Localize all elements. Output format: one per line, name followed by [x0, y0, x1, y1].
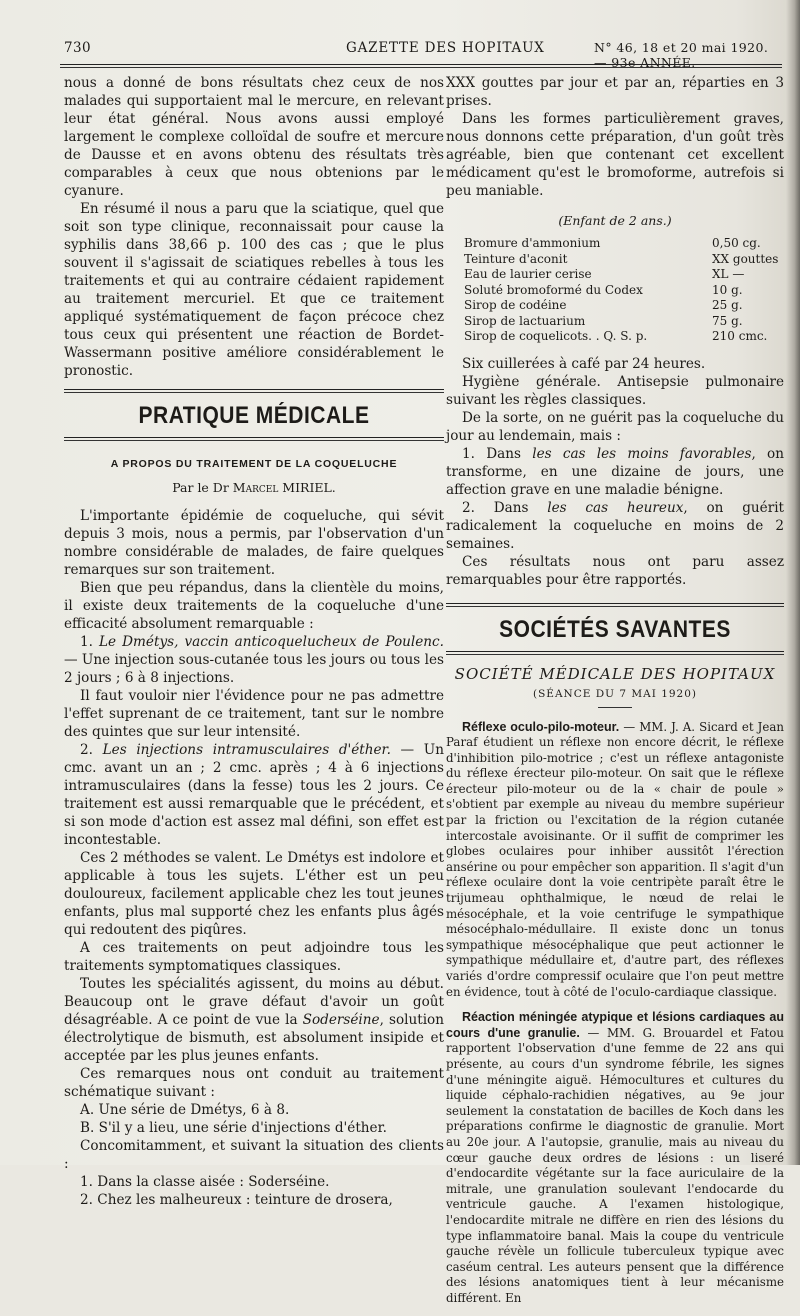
paragraph: L'importante épidémie de coqueluche, qui sévit depuis 3 mois, nous a permis, par l'observation d'un nombre considérable de malades, de faire quelques remarques sur son traitement.	[64, 508, 444, 578]
byline: Par le Dr Marcel MIRIEL.	[172, 480, 336, 495]
right-column	[446, 74, 784, 1316]
section-rule-thin	[446, 654, 784, 655]
journal-title: GAZETTE DES HOPITAUX	[346, 40, 545, 56]
paragraph: Toutes les spécialités agissent, du moins au début. Beaucoup ont le grave défaut d'avoir un goût désagréable. A ce point de vue la Soderséine, solution électrolytique de bismuth, est absolument insipide et acceptée par les plus jeunes enfants.	[64, 976, 444, 1064]
paragraph: Ces 2 méthodes se valent. Le Dmétys est indolore et applicable à tous les sujets. L'éther est un peu douloureux, facilement applicable chez les tout jeunes enfants, plus mal supporté chez les enfants plus âgés qui redoutent des piqûres.	[64, 850, 444, 938]
prescription-row: Eau de laurier cerise XL —	[464, 267, 745, 281]
header-rule	[60, 64, 782, 65]
paragraph: Ces résultats nous ont paru assez remarquables pour être rapportés.	[446, 553, 784, 588]
left-column	[64, 74, 444, 1209]
section-rule	[446, 651, 784, 652]
paragraph: De la sorte, on ne guérit pas la coqueluche du jour au lendemain, mais :	[446, 409, 784, 444]
list-item: A. Une série de Dmétys, 6 à 8.	[80, 1102, 290, 1118]
prescription-row: Sirop de codéine 25 g.	[464, 298, 743, 312]
section-rule-thin	[446, 606, 784, 607]
article-title: A PROPOS DU TRAITEMENT DE LA COQUELUCHE	[110, 458, 398, 470]
prescription-row: Teinture d'aconit XX gouttes	[464, 251, 779, 266]
section-rule	[64, 389, 444, 390]
paragraph: En résumé il nous a paru que la sciatique, quel que soit son type clinique, reconnaissait pour cause la syphilis dans 38,66 p. 100 des cas ; que le plus souvent il s'agissait de sciatiques rebelles à tous les traitements et qui au contraire cédaient rapidement au traitement mercuriel. Et que ce traitement appliqué systématiquement de façon précoce chez tous ceux qui présentent une réaction de Bordet-Wassermann positive améliore considérablement le pronostic.	[64, 201, 444, 379]
paragraph: Six cuillerées à café par 24 heures.	[462, 355, 706, 372]
section-title-societes: SOCIÉTÉS SAVANTES	[499, 615, 731, 643]
list-item: B. S'il y a lieu, une série d'injections d'éther.	[80, 1120, 387, 1136]
header-rule-thin	[60, 67, 782, 68]
society-title: SOCIÉTÉ MÉDICALE DES HOPITAUX	[454, 664, 776, 683]
proceedings	[446, 720, 784, 1307]
prescription-heading: (Enfant de 2 ans.)	[558, 213, 672, 228]
page-number: 730	[64, 40, 91, 56]
list-item: 1. Dans les cas les moins favorables, on transforme, en une dizaine de jours, une affection grave en une maladie bénigne.	[446, 445, 784, 498]
paragraph: Bien que peu répandus, dans la clientèle du moins, il existe deux traitements de la coqueluche d'une efficacité absolument remarquable :	[64, 580, 444, 632]
communication: Réflexe oculo-pilo-moteur. — MM. J. A. Sicard et Jean Paraf étudient un réflexe non encore décrit, le réflexe d'inhibition pilo-motrice ; c'est un réflexe antagoniste du réflexe érecteur pilo-moteur. On sait que le réflexe érecteur pilo-moteur ou de la « chair de poule » s'obtient par exemple au niveau du membre supérieur par la friction ou l'excitation de la région cutanée intercostale avoisinante. Or il suffit de comprimer les globes oculaires pour inhiber aussitôt l'érection ansérine ou pour empêcher son apparition. Il s'agit d'un réflexe oculaire dont la voie centripète paraît être le trijumeau ophthalmique, le nœud de relai le mésocéphale, et la voie centrifuge le sympathique mésocéphalo-médullaire. Il existe donc un tonus sympathique mésocéphalique que peut actionner le sympathique médullaire et, d'autre part, des réflexes variés d'ordre compressif oculaire que l'on peut mettre en évidence, tout à côté de l'oculo-cardiaque classique.	[446, 719, 784, 999]
session-date: (SÉANCE DU 7 MAI 1920)	[532, 687, 698, 700]
paragraph: Concomitamment, et suivant la situation des clients :	[64, 1138, 444, 1172]
section-rule	[64, 437, 444, 438]
prescription-table	[464, 236, 784, 345]
page-header	[64, 36, 782, 70]
section-rule	[446, 603, 784, 604]
prescription-row: Soluté bromoformé du Codex 10 g.	[464, 282, 743, 297]
prescription-row: Sirop de lactuarium 75 g.	[464, 313, 743, 328]
issue-info: N° 46, 18 et 20 mai 1920. — 93e ANNÉE.	[594, 40, 769, 70]
short-rule	[598, 707, 632, 708]
section-rule-thin	[64, 392, 444, 393]
list-item: 2. Dans les cas heureux, on guérit radicalement la coqueluche en moins de 2 semaines.	[446, 499, 784, 552]
list-item: 1. Dans la classe aisée : Soderséine.	[80, 1174, 330, 1190]
prescription-row: Bromure d'ammonium 0,50 cg.	[464, 236, 761, 250]
paragraph: nous a donné de bons résultats chez ceux de nos malades qui supportaient mal le mercure, en relevant leur état général. Nous avons aussi employé largement le complexe colloïdal de soufre et mercure de Dausse et en avons obtenu des résultats très comparables à ceux que nous obtenions par le cyanure.	[64, 75, 444, 199]
communication: Réaction méningée atypique et lésions cardiaques au cours d'une granulie. — MM. G. Brouardel et Fatou rapportent l'observation d'une femme de 22 ans qui présente, au cours d'un syndrome fébrile, les signes d'une méningite aiguë. Hémocultures et cultures du liquide céphalo-rachidien négatives, au 9e jour seulement la constatation de bacilles de Koch dans les préparations confirme le diagnostic de granulie. Mort au 20e jour. A l'autopsie, granulie, mais au niveau du cœur gauche deux ordres de lésions : un liseré d'endocardite végétante sur la face auriculaire de la mitrale, une granulation soulevant l'endocarde du ventricule gauche. A l'examen histologique, l'endocardite mitrale ne diffère en rien des lésions du type inflammatoire banal. Mais la coupe du ventricule gauche révèle un follicule tuberculeux typique avec caséum central. Les auteurs pensent que la différence des lésions anatomiques tient à leur mécanisme différent. En	[446, 1010, 784, 1305]
paragraph: A ces traitements on peut adjoindre tous les traitements symptomatiques classiques.	[64, 940, 444, 974]
paragraph: Dans les formes particulièrement graves, nous donnons cette préparation, d'un goût très agréable, bien que contenant cet excellent médicament qu'est le bromoforme, autrefois si peu maniable.	[446, 111, 784, 199]
paragraph: XXX gouttes par jour et par an, réparties en 3 prises.	[446, 75, 784, 109]
paragraph: Ces remarques nous ont conduit au traitement schématique suivant :	[64, 1066, 444, 1100]
list-item: 1. Le Dmétys, vaccin anticoquelucheux de Poulenc. — Une injection sous-cutanée tous les jours ou tous les 2 jours ; 6 à 8 injections.	[64, 634, 444, 686]
list-item: 2. Chez les malheureux : teinture de drosera,	[80, 1192, 393, 1208]
paragraph: Il faut vouloir nier l'évidence pour ne pas admettre l'effet suprenant de ce traitement, tant sur le nombre des quintes que sur leur intensité.	[64, 688, 444, 740]
list-item: 2. Les injections intramusculaires d'éther. — Un cmc. avant un an ; 2 cmc. après ; 4 à 6 injections intramusculaires (dans la fesse) tous les 2 jours. Ce traitement est aussi remarquable que le précédent, et si son mode d'action est assez mal défini, son effet est incontestable.	[64, 742, 444, 848]
prescription-row: Sirop de coquelicots. . Q. S. p. 210 cmc.	[464, 329, 768, 343]
section-title-pratique: PRATIQUE MÉDICALE	[138, 402, 370, 429]
page-edge-shadow	[786, 0, 800, 1165]
paragraph: Hygiène générale. Antisepsie pulmonaire suivant les règles classiques.	[446, 373, 784, 408]
section-rule-thin	[64, 440, 444, 441]
